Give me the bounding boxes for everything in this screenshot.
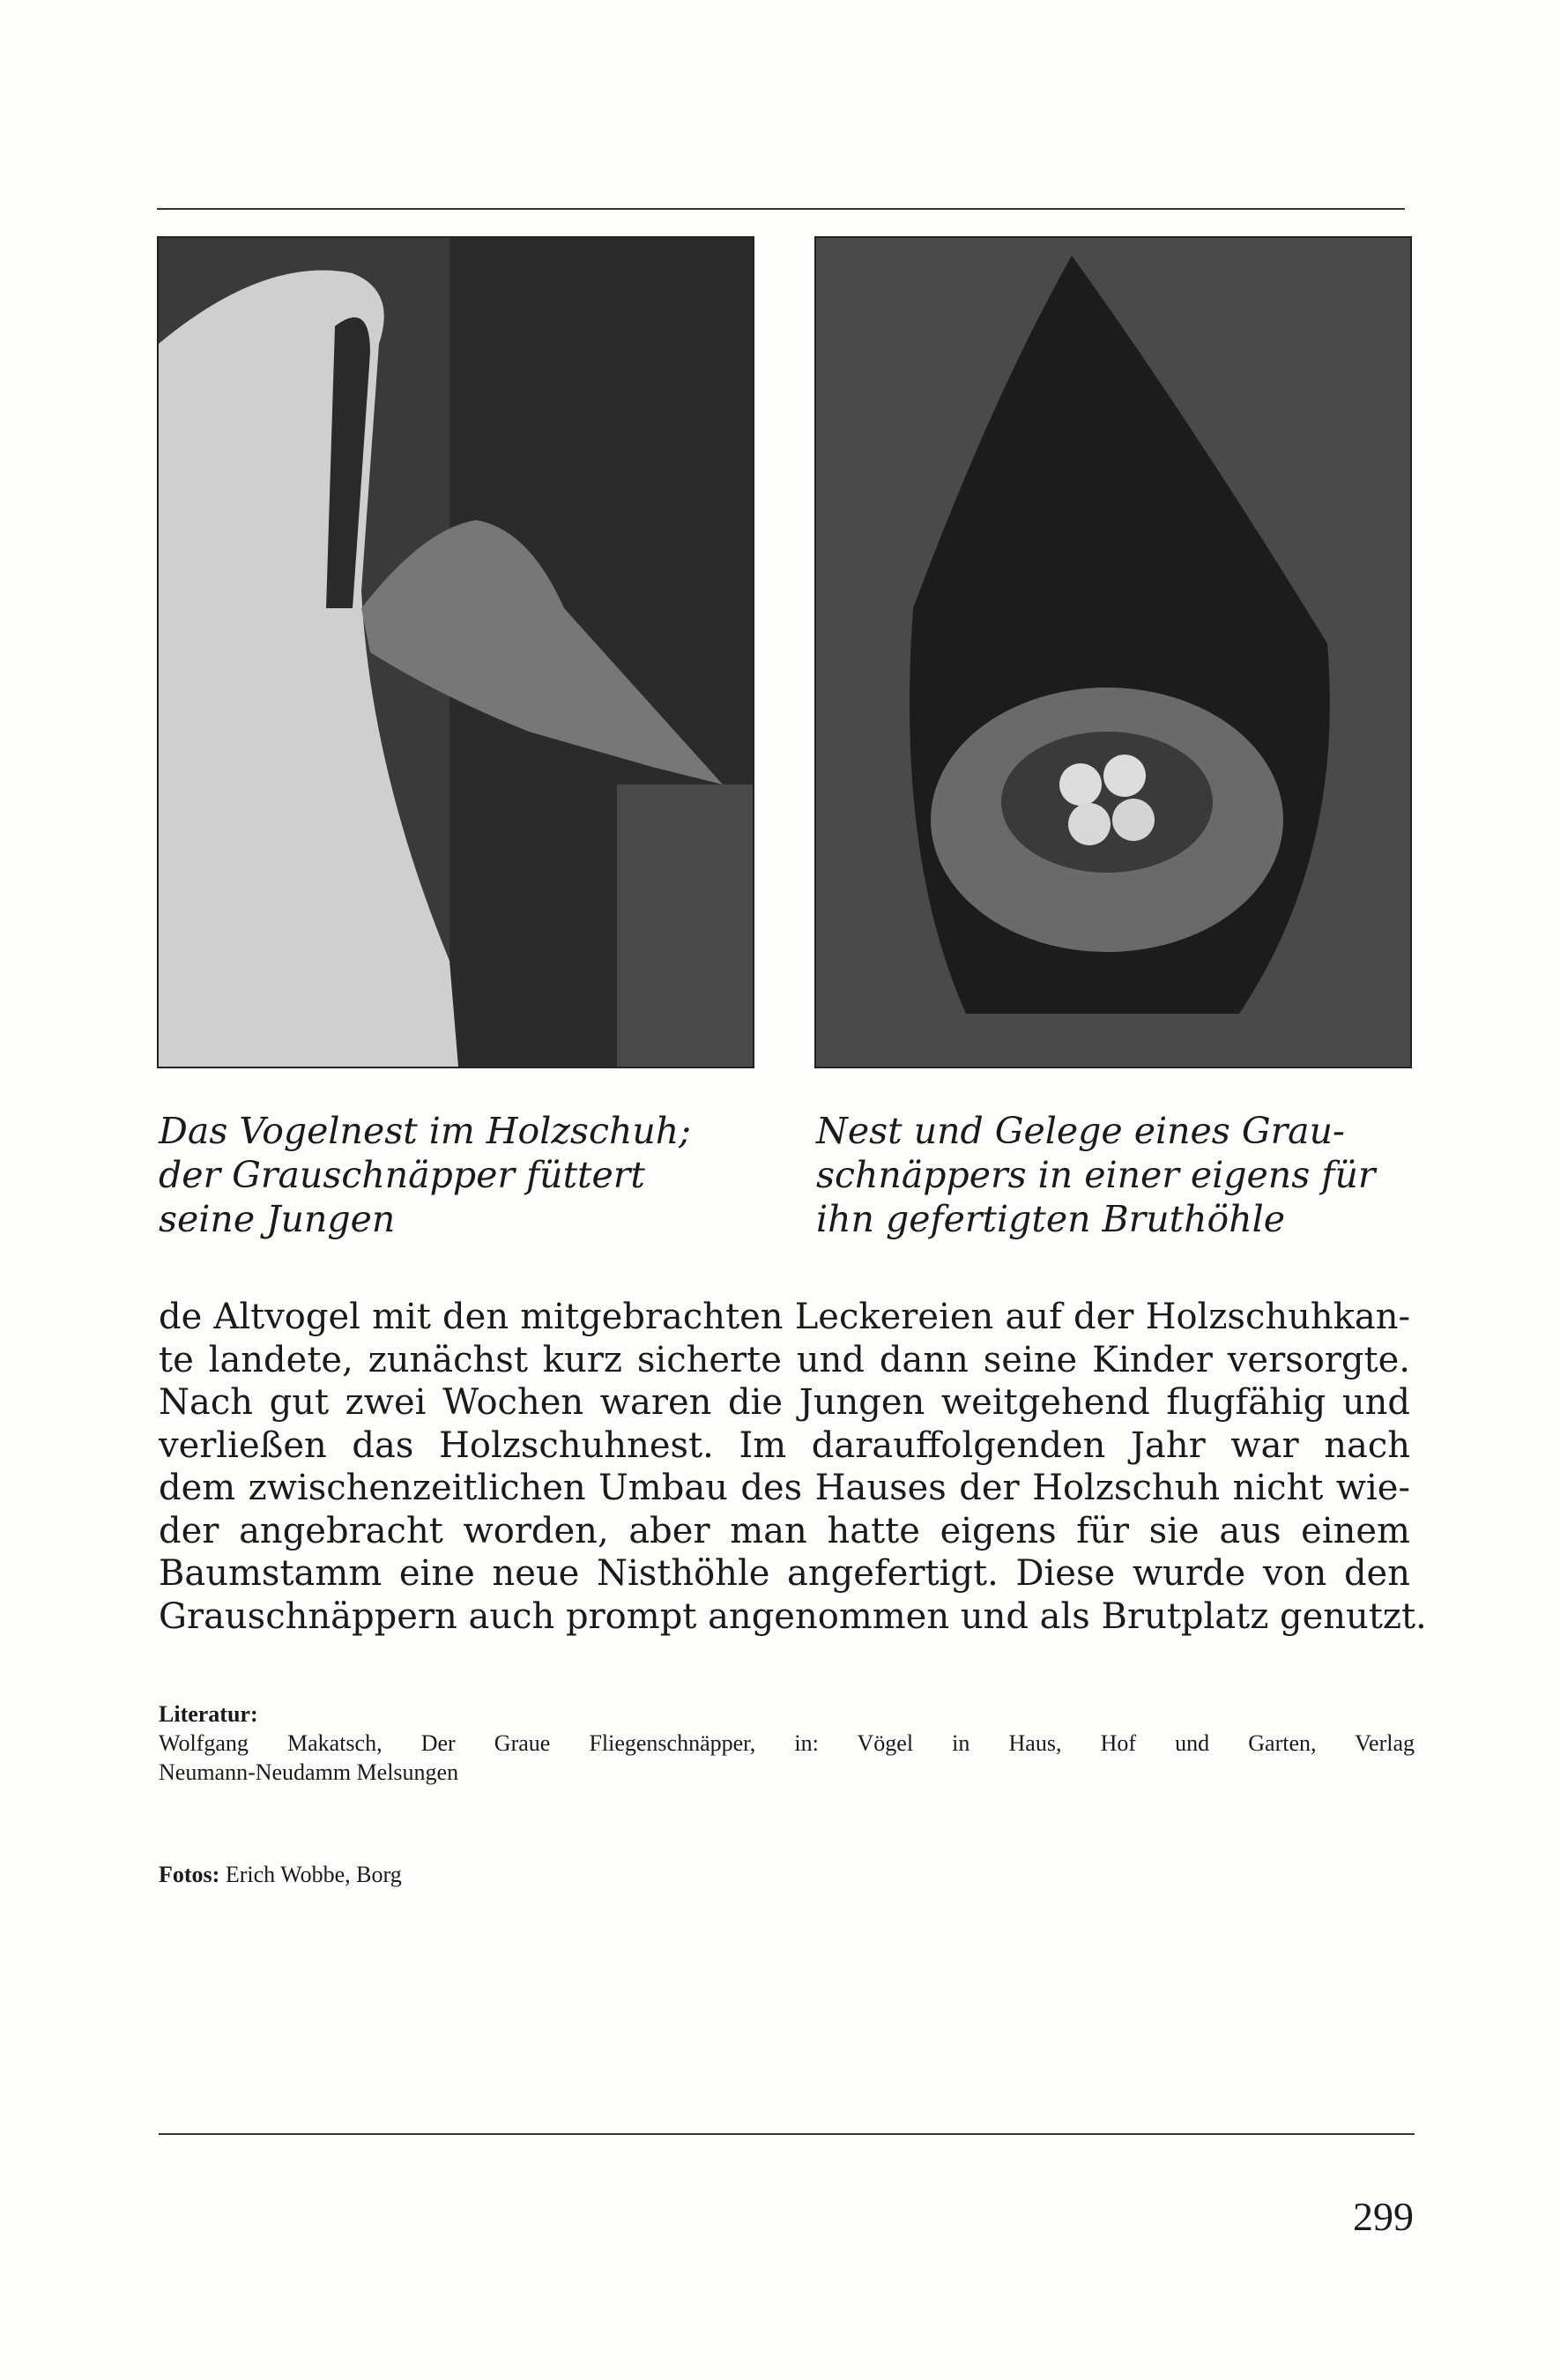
caption-left xyxy=(159,1109,758,1241)
photo-credit xyxy=(159,1860,1415,1889)
caption-line: schnäppers in einer eigens für xyxy=(816,1154,1376,1196)
caption-line: seine Jungen xyxy=(159,1198,396,1240)
body-paragraph xyxy=(159,1296,1427,1638)
page-number: 299 xyxy=(1353,2194,1414,2239)
caption-right xyxy=(816,1109,1415,1241)
literature-heading: Literatur: xyxy=(159,1701,258,1727)
top-rule xyxy=(157,208,1405,210)
body-line: te landete, zunächst kurz sicherte und dann seine Kinder versorgte. xyxy=(159,1339,1410,1380)
literature-line: Wolfgang Makatsch, Der Graue Fliegenschnäpper, in: Vögel in Haus, Hof und Garten, Verlag xyxy=(159,1730,1415,1756)
caption-line: Nest und Gelege eines Grau- xyxy=(816,1110,1345,1152)
body-line: de Altvogel mit den mitgebrachten Leckereien auf der Holzschuhkan- xyxy=(159,1297,1410,1337)
bottom-rule xyxy=(159,2133,1415,2135)
photo-credit-label: Fotos: xyxy=(159,1862,220,1887)
photo-nest-hollow xyxy=(814,236,1412,1068)
caption-line: der Grauschnäpper füttert xyxy=(159,1154,645,1196)
body-line: dem zwischenzeitlichen Umbau des Hauses der Holzschuh nicht wie- xyxy=(159,1468,1410,1508)
body-line: verließen das Holzschuhnest. Im darauffolgenden Jahr war nach xyxy=(159,1424,1410,1466)
photo-clog-nest xyxy=(157,236,754,1068)
caption-line: ihn gefertigten Bruthöhle xyxy=(816,1198,1285,1240)
body-line: Baumstamm eine neue Nisthöhle angefertigt. Diese wurde von den xyxy=(159,1553,1410,1594)
photo-credit-value: Erich Wobbe, Borg xyxy=(219,1862,402,1887)
body-line: Nach gut zwei Wochen waren die Jungen weitgehend flugfähig und xyxy=(159,1382,1410,1423)
body-line: Grauschnäppern auch prompt angenommen und als Brutplatz genutzt. xyxy=(159,1595,1427,1637)
body-line: der angebracht worden, aber man hatte eigens für sie aus einem xyxy=(159,1510,1410,1551)
caption-line: Das Vogelnest im Holzschuh; xyxy=(159,1110,691,1152)
literature-line: Neumann-Neudamm Melsungen xyxy=(159,1759,459,1785)
literature-section xyxy=(159,1699,1415,1787)
